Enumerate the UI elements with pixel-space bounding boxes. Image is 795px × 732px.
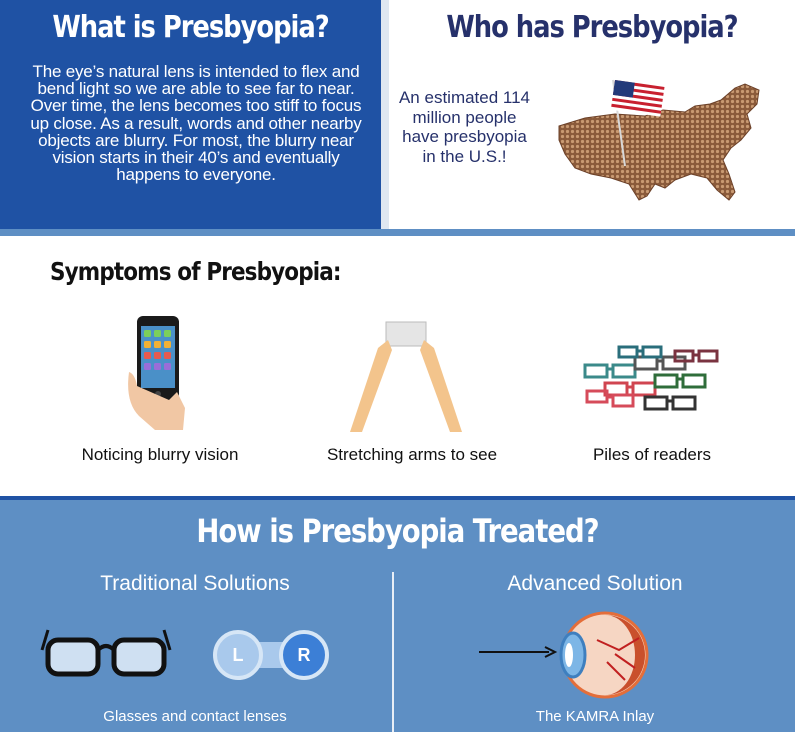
top-divider xyxy=(0,229,795,236)
usa-crowd-map-icon xyxy=(545,74,770,214)
what-is-title: What is Presbyopia? xyxy=(52,10,329,45)
eyeglasses-icon xyxy=(40,620,172,680)
symptoms-title: Symptoms of Presbyopia: xyxy=(50,257,341,286)
lens-right-label: R xyxy=(297,645,311,665)
traditional-solutions-heading: Traditional Solutions xyxy=(100,572,290,595)
eye-kamra-inlay-icon xyxy=(475,610,660,700)
who-has-title: Who has Presbyopia? xyxy=(446,10,738,45)
traditional-caption: Glasses and contact lenses xyxy=(103,708,287,725)
advanced-caption: The KAMRA Inlay xyxy=(535,708,655,725)
symptom-label-piles-of-readers: Piles of readers xyxy=(592,445,712,464)
pile-of-glasses-icon xyxy=(575,335,725,425)
symptom-label-blurry-vision: Noticing blurry vision xyxy=(81,445,239,464)
advanced-solution-heading: Advanced Solution xyxy=(507,572,683,595)
treatment-column-divider xyxy=(392,572,394,732)
who-has-statistic: An estimated 114 million people have presbyopia in the U.S.! xyxy=(398,88,531,166)
symptom-label-stretching-arms: Stretching arms to see xyxy=(326,445,498,464)
outstretched-arms-icon xyxy=(350,312,465,437)
contact-lens-case-icon xyxy=(205,630,335,680)
smartphone-hand-icon xyxy=(125,312,195,432)
treatment-title: How is Presbyopia Treated? xyxy=(196,512,599,550)
column-separator xyxy=(381,0,389,236)
lens-left-label: L xyxy=(232,645,244,665)
what-is-description: The eye’s natural lens is intended to flex and bend light so we are able to see far to near. Over time, the lens becomes too stiff to focus up close. As a result, words and other nearby objects are blurry. For most, the blurry near vision starts in their 40’s and eventually happens to everyone. xyxy=(30,62,362,185)
